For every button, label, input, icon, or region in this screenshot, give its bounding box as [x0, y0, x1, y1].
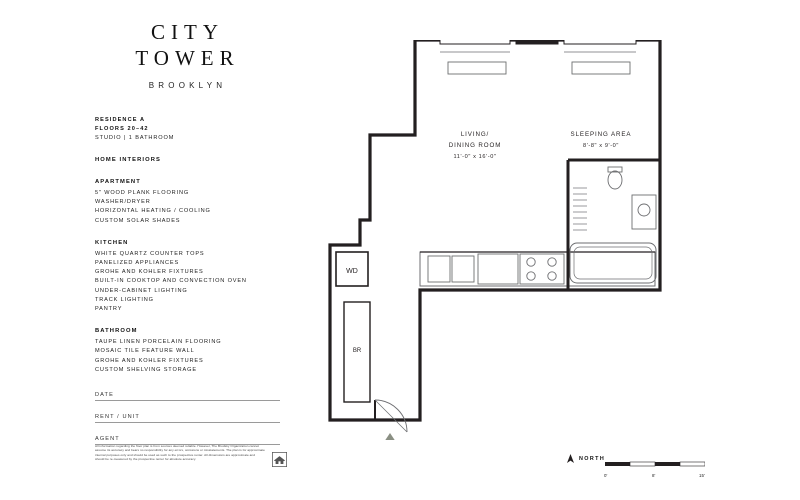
info-column — [95, 20, 280, 375]
home-interiors-heading: HOME INTERIORS — [95, 157, 161, 163]
home-interiors-heading-block — [95, 155, 280, 165]
field-date[interactable] — [95, 392, 280, 401]
equal-housing-icon — [272, 452, 287, 467]
room-dims-living: 11'-0" x 16'-0" — [453, 154, 497, 160]
corridor-closet — [344, 302, 370, 402]
room-dims-sleeping: 8'-8" x 9'-0" — [583, 143, 619, 149]
list-item: CUSTOM SHELVING STORAGE — [95, 366, 197, 373]
residence-title: RESIDENCE A — [95, 117, 146, 123]
washer-dryer-closet — [336, 252, 368, 286]
equal-housing-logo — [272, 452, 287, 467]
kitchen-counter — [420, 252, 655, 286]
section-apartment — [95, 177, 280, 226]
scale-tick-0: 0' — [604, 473, 608, 478]
list-item: GROHE AND KOHLER FIXTURES — [95, 269, 204, 276]
list-item: GROHE AND KOHLER FIXTURES — [95, 357, 204, 364]
wall-outline — [330, 40, 660, 420]
list-item: TRACK LIGHTING — [95, 296, 154, 303]
brand-block — [95, 20, 280, 90]
scale-tick-1: 8' — [652, 473, 656, 478]
scale-bar — [605, 455, 705, 483]
floor-plan-drawing — [320, 40, 680, 440]
section-title-kitchen: KITCHEN — [95, 239, 129, 246]
list-item: WHITE QUARTZ COUNTER TOPS — [95, 250, 205, 257]
residence-summary — [95, 116, 280, 143]
list-item: PANELIZED APPLIANCES — [95, 260, 180, 267]
section-bathroom — [95, 326, 280, 375]
north-indicator — [566, 454, 605, 464]
room-label-sleeping: SLEEPING AREA — [570, 131, 632, 138]
field-label-date: DATE — [95, 392, 114, 398]
north-arrow-icon — [566, 454, 575, 464]
section-list-bathroom — [95, 338, 280, 375]
floor-plan-svg — [320, 40, 680, 440]
section-kitchen — [95, 238, 280, 314]
field-label-agent: AGENT — [95, 436, 120, 442]
room-label-living-line2: DINING ROOM — [448, 142, 502, 149]
brand-line-1: CITY — [151, 20, 224, 44]
scale-bar-graphic — [605, 461, 705, 468]
residence-floors: FLOORS 20–42 — [95, 126, 149, 132]
scale-tick-2: 15' — [699, 473, 705, 478]
section-list-apartment — [95, 189, 280, 226]
field-label-rent-unit: RENT / UNIT — [95, 414, 140, 420]
list-item: CUSTOM SOLAR SHADES — [95, 217, 181, 224]
br-label: BR — [352, 348, 362, 354]
brand-subtitle: BROOKLYN — [148, 81, 227, 90]
residence-config: STUDIO | 1 BATHROOM — [95, 135, 175, 141]
list-item: HORIZONTAL HEATING / COOLING — [95, 208, 211, 215]
field-rent-unit[interactable] — [95, 414, 280, 423]
wd-label: WD — [346, 268, 358, 275]
list-item: TAUPE LINEN PORCELAIN FLOORING — [95, 339, 222, 346]
brand-line-2: TOWER — [135, 46, 240, 70]
section-title-apartment: APARTMENT — [95, 179, 141, 185]
scale-tick-labels — [605, 473, 705, 483]
list-item: UNDER-CABINET LIGHTING — [95, 287, 188, 294]
room-label-living-line1: LIVING/ — [460, 131, 490, 138]
list-item: PANTRY — [95, 306, 123, 313]
section-title-bathroom: BATHROOM — [95, 328, 138, 335]
list-item: MOSAIC TILE FEATURE WALL — [95, 348, 195, 355]
entry-arrow-icon — [382, 433, 398, 440]
list-item: 5" WOOD PLANK FLOORING — [95, 190, 190, 196]
north-label: NORTH — [579, 456, 606, 462]
disclaimer-text: All information regarding the floor plan is from sources deemed reliable. However, The Brodsky Organization cannot assume its accuracy and bears no responsibility for any errors, omissions or misstatements. The plan is for approximate internal purposes only and should be used as such to the prospective renter. All dimensions are approximate and should be re-measured by the prospective renter for absolute accuracy. — [95, 444, 265, 461]
list-item: BUILT-IN COOKTOP AND CONVECTION OVEN — [95, 278, 247, 285]
section-list-kitchen — [95, 250, 280, 314]
list-item: WASHER/DRYER — [95, 199, 151, 206]
logo-group — [272, 452, 287, 467]
